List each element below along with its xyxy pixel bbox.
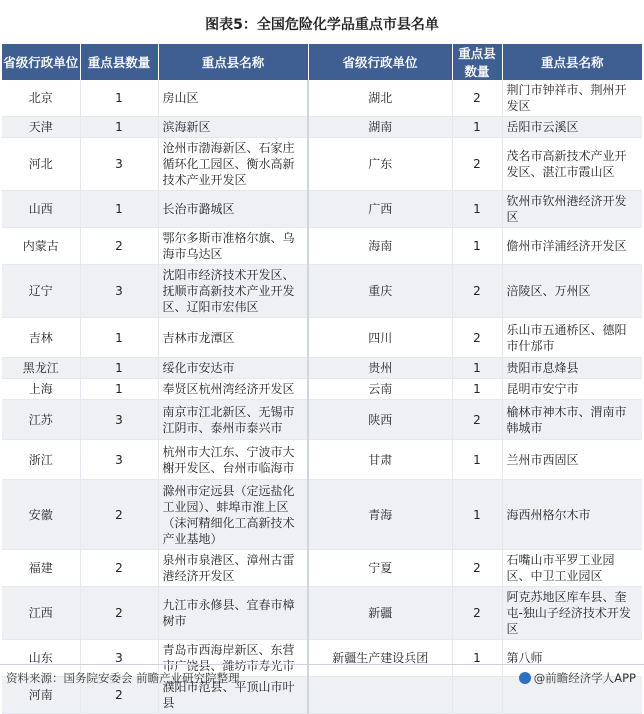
count-cell: 2 bbox=[80, 677, 158, 714]
province-cell: 青海 bbox=[308, 480, 452, 550]
province-cell: 贵州 bbox=[308, 358, 452, 379]
count-cell: 1 bbox=[452, 480, 502, 550]
count-cell: 2 bbox=[80, 587, 158, 640]
table-header-row bbox=[2, 44, 642, 80]
table-row bbox=[2, 138, 642, 191]
county-names-cell: 岳阳市云溪区 bbox=[502, 117, 642, 138]
province-cell: 内蒙古 bbox=[2, 228, 80, 265]
count-cell: 1 bbox=[80, 379, 158, 400]
count-cell: 2 bbox=[80, 228, 158, 265]
count-cell: 2 bbox=[452, 400, 502, 440]
county-names-cell: 青岛市西海岸新区、东营市广饶县、潍坊市寿光市 bbox=[158, 640, 308, 677]
header-names-left: 重点县名称 bbox=[158, 44, 308, 80]
province-cell: 广东 bbox=[308, 138, 452, 191]
county-names-cell: 沧州市渤海新区、石家庄循环化工园区、衡水高新技术产业开发区 bbox=[158, 138, 308, 191]
province-cell: 陕西 bbox=[308, 400, 452, 440]
county-names-cell: 杭州市大江东、宁波市大榭开发区、台州市临海市 bbox=[158, 440, 308, 480]
count-cell: 1 bbox=[452, 440, 502, 480]
province-cell: 宁夏 bbox=[308, 550, 452, 587]
county-names-cell: 吉林市龙潭区 bbox=[158, 318, 308, 358]
county-names-cell: 长治市潞城区 bbox=[158, 191, 308, 228]
table-row bbox=[2, 318, 642, 358]
province-cell: 江西 bbox=[2, 587, 80, 640]
count-cell: 3 bbox=[80, 265, 158, 318]
count-cell: 2 bbox=[452, 138, 502, 191]
county-names-cell: 阿克苏地区库车县、奎屯-独山子经济技术开发区 bbox=[502, 587, 642, 640]
county-names-cell: 濮阳市范县、平顶山市叶县 bbox=[158, 677, 308, 714]
count-cell: 2 bbox=[452, 318, 502, 358]
county-names-cell: 九江市永修县、宜春市樟树市 bbox=[158, 587, 308, 640]
province-cell: 海南 bbox=[308, 228, 452, 265]
county-names-cell: 兰州市西固区 bbox=[502, 440, 642, 480]
header-province-right: 省级行政单位 bbox=[308, 44, 452, 80]
table-row bbox=[2, 440, 642, 480]
count-cell: 1 bbox=[452, 228, 502, 265]
province-cell: 上海 bbox=[2, 379, 80, 400]
province-cell: 重庆 bbox=[308, 265, 452, 318]
county-names-cell: 茂名市高新技术产业开发区、湛江市霞山区 bbox=[502, 138, 642, 191]
county-names-cell: 滁州市定远县（定远盐化工业园）、蚌埠市淮上区（沫河精细化工高新技术产业基地） bbox=[158, 480, 308, 550]
table-row bbox=[2, 265, 642, 318]
count-cell: 1 bbox=[80, 358, 158, 379]
brand-logo-icon bbox=[519, 672, 531, 684]
table-row bbox=[2, 587, 642, 640]
province-cell: 河南 bbox=[2, 677, 80, 714]
table-row bbox=[2, 400, 642, 440]
county-names-cell: 滨海新区 bbox=[158, 117, 308, 138]
table-row bbox=[2, 228, 642, 265]
count-cell: 2 bbox=[80, 480, 158, 550]
figure-title: 图表5：全国危险化学品重点市县名单 bbox=[205, 17, 439, 33]
header-count-left: 重点县数量 bbox=[80, 44, 158, 80]
county-names-cell: 第八师 bbox=[502, 640, 642, 677]
province-cell: 黑龙江 bbox=[2, 358, 80, 379]
province-cell: 吉林 bbox=[2, 318, 80, 358]
county-names-cell: 榆林市神木市、渭南市韩城市 bbox=[502, 400, 642, 440]
count-cell: 1 bbox=[452, 117, 502, 138]
header-count-right: 重点县数量 bbox=[452, 44, 502, 80]
count-cell: 2 bbox=[452, 265, 502, 318]
count-cell: 1 bbox=[80, 117, 158, 138]
county-names-cell: 鄂尔多斯市准格尔旗、乌海市乌达区 bbox=[158, 228, 308, 265]
county-names-cell: 乐山市五通桥区、德阳市什邡市 bbox=[502, 318, 642, 358]
table-row bbox=[2, 480, 642, 550]
county-names-cell: 贵阳市息烽县 bbox=[502, 358, 642, 379]
count-cell: 2 bbox=[452, 80, 502, 117]
count-cell: 3 bbox=[80, 440, 158, 480]
county-names-cell: 钦州市钦州港经济开发区 bbox=[502, 191, 642, 228]
count-cell: 1 bbox=[452, 191, 502, 228]
province-cell: 安徽 bbox=[2, 480, 80, 550]
footer bbox=[0, 664, 644, 687]
province-cell: 辽宁 bbox=[2, 265, 80, 318]
table-row bbox=[2, 550, 642, 587]
table-row bbox=[2, 191, 642, 228]
county-names-cell: 南京市江北新区、无锡市江阴市、泰州市泰兴市 bbox=[158, 400, 308, 440]
count-cell: 1 bbox=[80, 80, 158, 117]
brand-credit bbox=[519, 670, 636, 686]
count-cell: 3 bbox=[80, 138, 158, 191]
count-cell: 1 bbox=[452, 640, 502, 677]
count-cell: 3 bbox=[80, 400, 158, 440]
province-cell: 新疆 bbox=[308, 587, 452, 640]
province-cell: 云南 bbox=[308, 379, 452, 400]
province-cell: 北京 bbox=[2, 80, 80, 117]
header-province-left: 省级行政单位 bbox=[2, 44, 80, 80]
county-names-cell: 昆明市安宁市 bbox=[502, 379, 642, 400]
count-cell: 3 bbox=[80, 640, 158, 677]
county-names-cell: 海西州格尔木市 bbox=[502, 480, 642, 550]
county-names-cell: 荆门市钟祥市、荆州开发区 bbox=[502, 80, 642, 117]
county-names-cell: 房山区 bbox=[158, 80, 308, 117]
province-cell: 山东 bbox=[2, 640, 80, 677]
county-names-cell: 沈阳市经济技术开发区、抚顺市高新技术产业开发区、辽阳市宏伟区 bbox=[158, 265, 308, 318]
province-cell: 广西 bbox=[308, 191, 452, 228]
province-cell: 福建 bbox=[2, 550, 80, 587]
count-cell: 1 bbox=[452, 358, 502, 379]
county-names-cell: 奉贤区杭州湾经济开发区 bbox=[158, 379, 308, 400]
county-names-cell: 儋州市洋浦经济开发区 bbox=[502, 228, 642, 265]
province-cell: 湖南 bbox=[308, 117, 452, 138]
province-cell: 江苏 bbox=[2, 400, 80, 440]
source-note: 资料来源：国务院安委会 前瞻产业研究院整理 bbox=[6, 671, 240, 685]
province-cell: 浙江 bbox=[2, 440, 80, 480]
table-row bbox=[2, 379, 642, 400]
table-row bbox=[2, 117, 642, 138]
county-names-cell: 绥化市安达市 bbox=[158, 358, 308, 379]
count-cell: 1 bbox=[80, 318, 158, 358]
brand-text: @前瞻经济学人APP bbox=[533, 671, 636, 685]
county-names-cell: 石嘴山市平罗工业园区、中卫工业园区 bbox=[502, 550, 642, 587]
province-cell: 天津 bbox=[2, 117, 80, 138]
province-cell: 河北 bbox=[2, 138, 80, 191]
count-cell: 2 bbox=[452, 550, 502, 587]
key-counties-table bbox=[2, 44, 642, 714]
count-cell: 1 bbox=[80, 191, 158, 228]
province-cell: 山西 bbox=[2, 191, 80, 228]
count-cell: 2 bbox=[80, 550, 158, 587]
county-names-cell: 泉州市泉港区、漳州古雷港经济开发区 bbox=[158, 550, 308, 587]
table-row bbox=[2, 358, 642, 379]
province-cell: 四川 bbox=[308, 318, 452, 358]
count-cell: 1 bbox=[452, 379, 502, 400]
count-cell: 2 bbox=[452, 587, 502, 640]
province-cell: 湖北 bbox=[308, 80, 452, 117]
table-row bbox=[2, 80, 642, 117]
header-names-right: 重点县名称 bbox=[502, 44, 642, 80]
county-names-cell: 涪陵区、万州区 bbox=[502, 265, 642, 318]
province-cell: 新疆生产建设兵团 bbox=[308, 640, 452, 677]
province-cell: 甘肃 bbox=[308, 440, 452, 480]
